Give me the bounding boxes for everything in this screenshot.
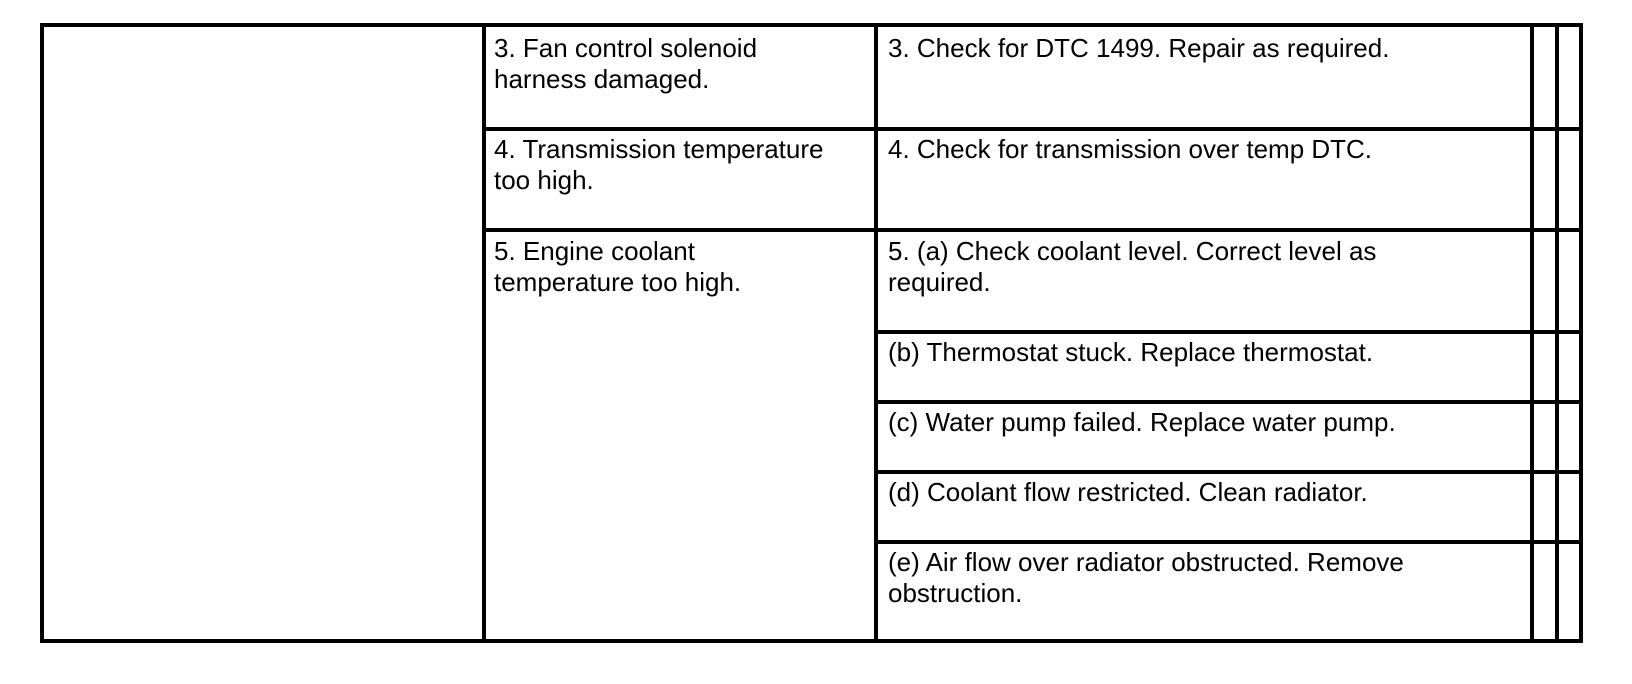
sub-row-divider (876, 330, 1583, 334)
row-divider (484, 228, 1583, 232)
sub-row-divider (876, 470, 1583, 474)
cause-cell: 3. Fan control solenoid harness damaged. (494, 33, 758, 94)
action-cell: (c) Water pump failed. Replace water pump. (888, 407, 1396, 437)
row-divider (484, 127, 1583, 131)
action-cell: 5. (a) Check coolant level. Correct level as required. (888, 236, 1377, 297)
action-cell: (b) Thermostat stuck. Replace thermostat. (888, 337, 1374, 367)
sub-row-divider (876, 540, 1583, 544)
action-cell: 3. Check for DTC 1499. Repair as required. (888, 33, 1390, 63)
action-cell: 4. Check for transmission over temp DTC. (888, 134, 1373, 164)
action-cell: (d) Coolant flow restricted. Clean radiator. (888, 477, 1368, 507)
sub-row-divider (876, 400, 1583, 404)
cause-cell: 5. Engine coolant temperature too high. (494, 236, 742, 297)
action-cell: (e) Air flow over radiator obstructed. Remove obstruction. (888, 547, 1404, 608)
column-divider-symptom (482, 23, 486, 643)
cause-cell: 4. Transmission temperature too high. (494, 134, 824, 195)
